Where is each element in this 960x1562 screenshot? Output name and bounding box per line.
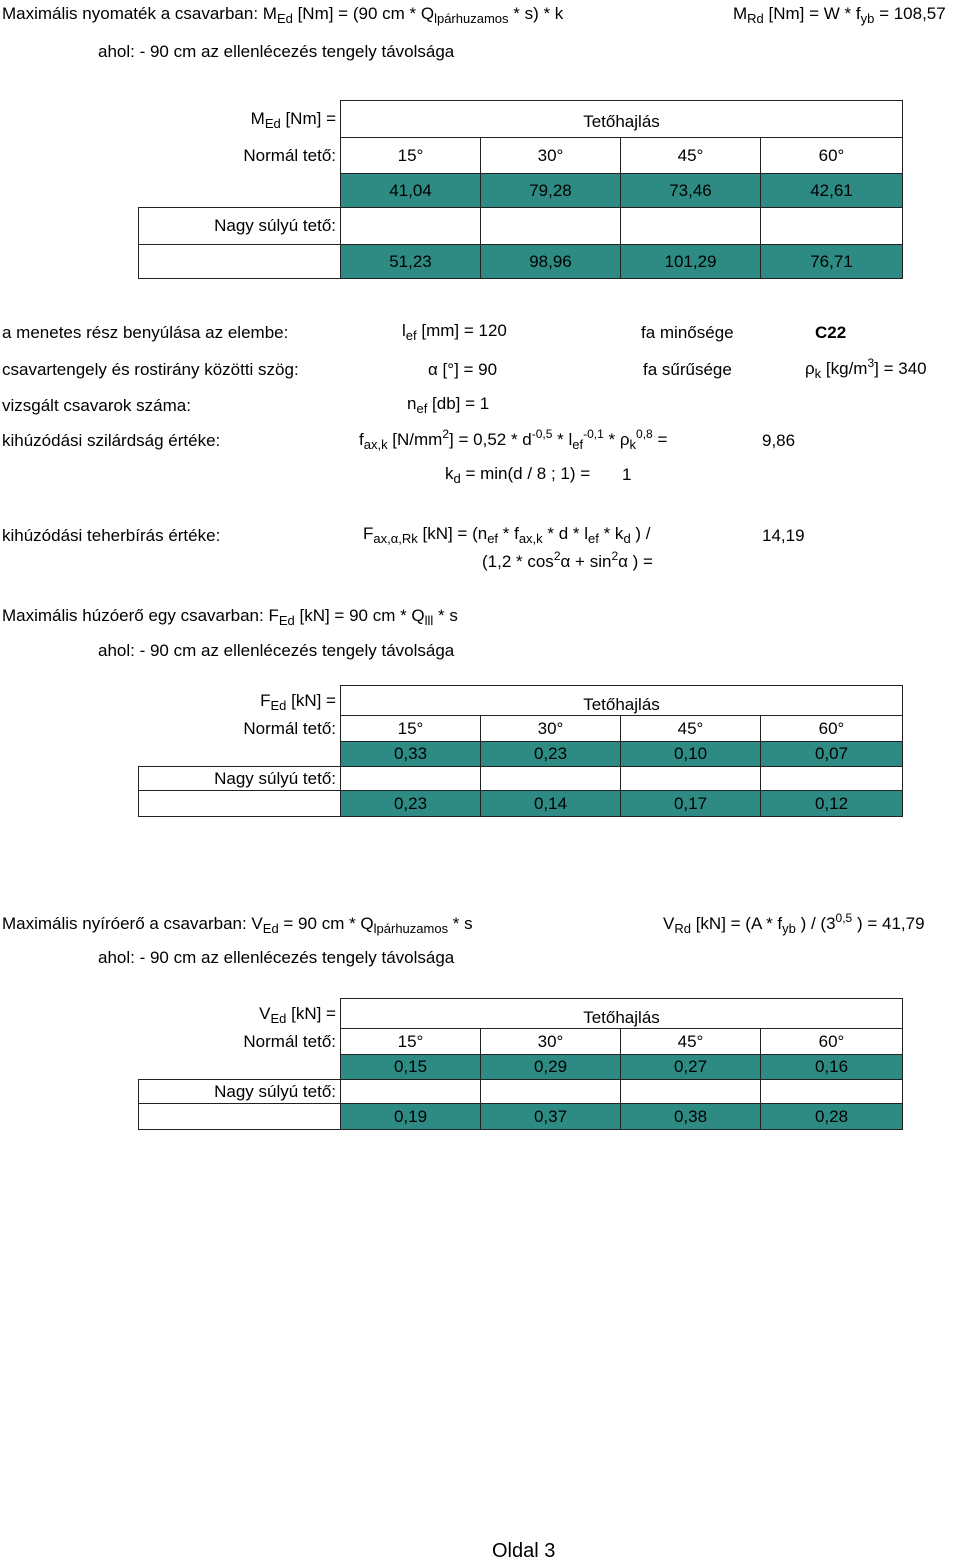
angle-cell: 60° xyxy=(761,716,903,742)
value-cell: 101,29 xyxy=(621,245,761,279)
value-cell: 0,38 xyxy=(621,1104,761,1130)
capacity-formula-line2: ($1,2 * \cos^2\alpha + \sin^2\alpha$ ) = xyxy=(482,549,653,571)
moment-table xyxy=(138,100,903,279)
table-corner-label: $F_{Ed}$ [kN] = xyxy=(260,690,336,713)
value-cell: 0,17 xyxy=(621,791,761,817)
value-cell: 98,96 xyxy=(481,245,621,279)
value-cell: 0,14 xyxy=(481,791,621,817)
row-label-heavy: Nagy súlyú tető: xyxy=(139,767,341,791)
angle-cell: 60° xyxy=(761,1029,903,1055)
value-cell: 0,10 xyxy=(621,742,761,767)
angle-cell: 30° xyxy=(481,716,621,742)
shear-formula: Maximális nyíróerő a csavarban: $V_{Ed} = 90$ cm * $Q_{lpárhuzamos}$ * s xyxy=(2,914,473,936)
value-cell: 0,07 xyxy=(761,742,903,767)
angle-cell: 30° xyxy=(481,138,621,174)
value-cell: 76,71 xyxy=(761,245,903,279)
value-cell: 0,19 xyxy=(341,1104,481,1130)
row-label-heavy: Nagy súlyú tető: xyxy=(139,1080,341,1104)
angle-cell: 45° xyxy=(621,716,761,742)
row-label-normal: Normál tető: xyxy=(243,718,336,738)
table-corner-label: $M_{Ed}$ [Nm] = xyxy=(250,109,336,131)
table-header: Tetőhajlás xyxy=(341,101,903,138)
wood-density-label: fa sűrűsége xyxy=(643,360,732,379)
angle-cell: 15° xyxy=(341,1029,481,1055)
value-cell: 51,23 xyxy=(341,245,481,279)
value-cell: 0,23 xyxy=(481,742,621,767)
note-spacing: ahol: - 90 cm az ellenlécezés tengely távolsága xyxy=(98,42,455,61)
wood-grade-value: C22 xyxy=(815,323,847,342)
tension-table xyxy=(138,685,903,817)
angle-cell: 15° xyxy=(341,716,481,742)
param-label-strength: kihúzódási szilárdság értéke: xyxy=(2,431,221,450)
kd-formula: $k_d = \min(d / 8$ ; 1) = xyxy=(445,464,591,486)
strength-formula: $f_{ax,k}$ $[N/mm^2] = 0,52 * d^{-0,5} * l_{ef}^{-0,1} * \rho_k^{0,8}$ = xyxy=(359,427,668,452)
angle-cell: 60° xyxy=(761,138,903,174)
page-number: Oldal 3 xyxy=(492,1540,556,1562)
capacity-value: 14,19 xyxy=(762,526,805,545)
shear-table xyxy=(138,998,903,1130)
param-label-capacity: kihúzódási teherbírás értéke: xyxy=(2,526,221,545)
param-angle: α [°] = 90 xyxy=(428,360,498,379)
angle-cell: 45° xyxy=(621,138,761,174)
shear-resistance: $V_{Rd}$ $[kN] = (A * f_{yb}$ ) / (3$^{0,5}$ ) = 41,79 xyxy=(663,911,925,936)
param-label-angle: csavartengely és rostirány közötti szög: xyxy=(2,360,299,379)
wood-grade-label: fa minősége xyxy=(641,323,734,342)
value-cell: 0,28 xyxy=(761,1104,903,1130)
value-cell: 0,15 xyxy=(341,1055,481,1080)
table-header: Tetőhajlás xyxy=(341,999,903,1029)
table-corner-label: $V_{Ed}$ [kN] = xyxy=(259,1003,336,1026)
value-cell: 79,28 xyxy=(481,174,621,208)
row-label-normal: Normál tető: xyxy=(243,1031,336,1051)
kd-value: 1 xyxy=(622,465,632,484)
param-length: $l_{ef}$ [mm] = 120 xyxy=(402,321,507,343)
value-cell: 41,04 xyxy=(341,174,481,208)
value-cell: 0,33 xyxy=(341,742,481,767)
param-label-length: a menetes rész benyúlása az elembe: xyxy=(2,323,289,342)
angle-cell: 15° xyxy=(341,138,481,174)
tension-formula: Maximális húzóerő egy csavarban: $F_{Ed}$ [kN] = 90 cm * $Q_{lll}$ * s xyxy=(2,606,458,628)
wood-density-value: $\rho_k$ $[kg/m^3] = 340$ xyxy=(805,356,927,381)
param-label-count: vizsgált csavarok száma: xyxy=(2,396,191,415)
value-cell: 0,12 xyxy=(761,791,903,817)
value-cell: 0,23 xyxy=(341,791,481,817)
angle-cell: 30° xyxy=(481,1029,621,1055)
value-cell: 0,29 xyxy=(481,1055,621,1080)
value-cell: 42,61 xyxy=(761,174,903,208)
strength-value: 9,86 xyxy=(762,431,796,450)
row-label-heavy: Nagy súlyú tető: xyxy=(139,208,341,245)
note-spacing: ahol: - 90 cm az ellenlécezés tengely távolsága xyxy=(98,641,455,660)
table-header: Tetőhajlás xyxy=(341,686,903,716)
moment-formula: Maximális nyomaték a csavarban: $M_{Ed}$ [Nm] = (90 cm * $Q_{lpárhuzamos} * s$) * k xyxy=(2,4,564,26)
moment-resistance: $M_{Rd}$ $[Nm] = W * f_{yb} = 108,57$ xyxy=(733,4,946,26)
value-cell: 0,27 xyxy=(621,1055,761,1080)
value-cell: 0,37 xyxy=(481,1104,621,1130)
param-count: $n_{ef}$ [db] = 1 xyxy=(407,394,490,416)
angle-cell: 45° xyxy=(621,1029,761,1055)
value-cell: 73,46 xyxy=(621,174,761,208)
capacity-formula-line1: $F_{ax,\alpha,Rk}$ $[kN] = (n_{ef} * f_{ax,k} * d * l_{ef} * k_d$ ) / xyxy=(363,524,651,546)
note-spacing: ahol: - 90 cm az ellenlécezés tengely távolsága xyxy=(98,948,455,967)
value-cell: 0,16 xyxy=(761,1055,903,1080)
row-label-normal: Normál tető: xyxy=(243,145,336,165)
